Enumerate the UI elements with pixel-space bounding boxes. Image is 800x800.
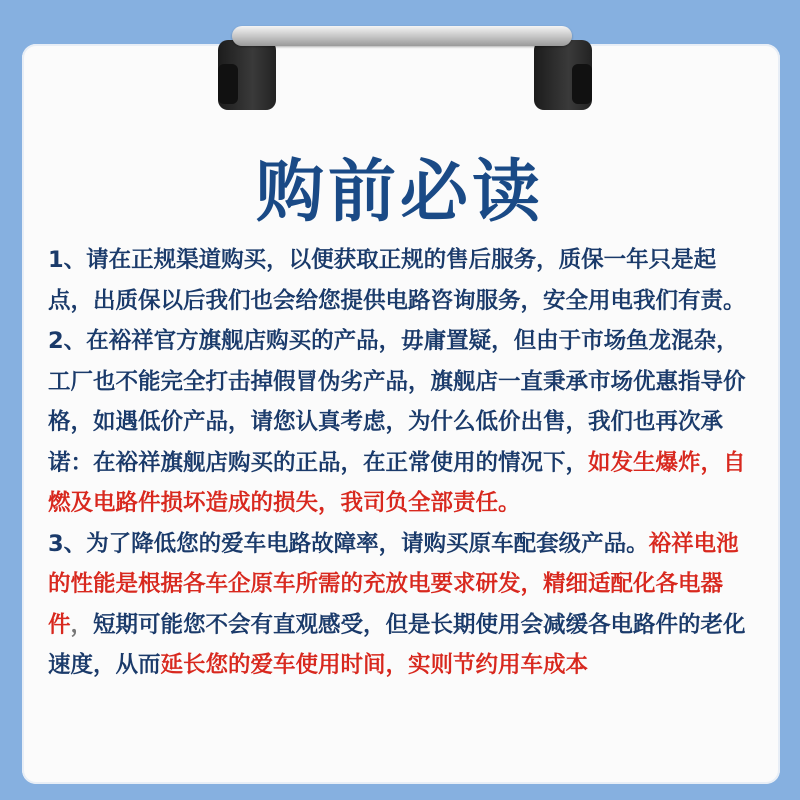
paragraph-2 — [48, 321, 758, 524]
paragraph-3 — [48, 524, 758, 686]
paragraph-2-highlight: 如发生爆炸，自燃及电路件损坏造成的损失，我司负全部责任。 — [48, 449, 746, 516]
page-title: 购前必读 — [255, 153, 544, 232]
paragraph-1: 1、请在正规渠道购买，以便获取正规的售后服务，质保一年只是起点，出质保以后我们也会给您提供电路咨询服务，安全用电我们有责。 — [48, 247, 746, 314]
notice-content — [48, 240, 758, 686]
paragraph-3-text-2: 短期可能您不会有直观感受，但是长期使用会减缓各电路件的老化速度，从而 — [48, 611, 746, 678]
paragraph-3-comma: ， — [70, 611, 94, 638]
paragraph-2-text: 2、在裕祥官方旗舰店购买的产品，毋庸置疑，但由于市场鱼龙混杂，工厂也不能完全打击掉假冒伪劣产品，旗舰店一直秉承市场优惠指导价格，如遇低价产品，请您认真考虑，为什么低价出售，我们也再次承诺：在裕祥旗舰店购买的正品，在正常使用的情况下， — [48, 328, 746, 476]
paragraph-3-text-1: 3、为了降低您的爱车电路故障率，请购买原车配套级产品。 — [48, 530, 649, 557]
clip-bar — [232, 26, 572, 46]
paragraph-3-highlight-1: 裕祥电池的性能是根据各车企原车所需的充放电要求研发，精细适配化各电器件 — [48, 530, 739, 638]
paragraph-3-highlight-2: 延长您的爱车使用时间，实则节约用车成本 — [160, 652, 589, 678]
